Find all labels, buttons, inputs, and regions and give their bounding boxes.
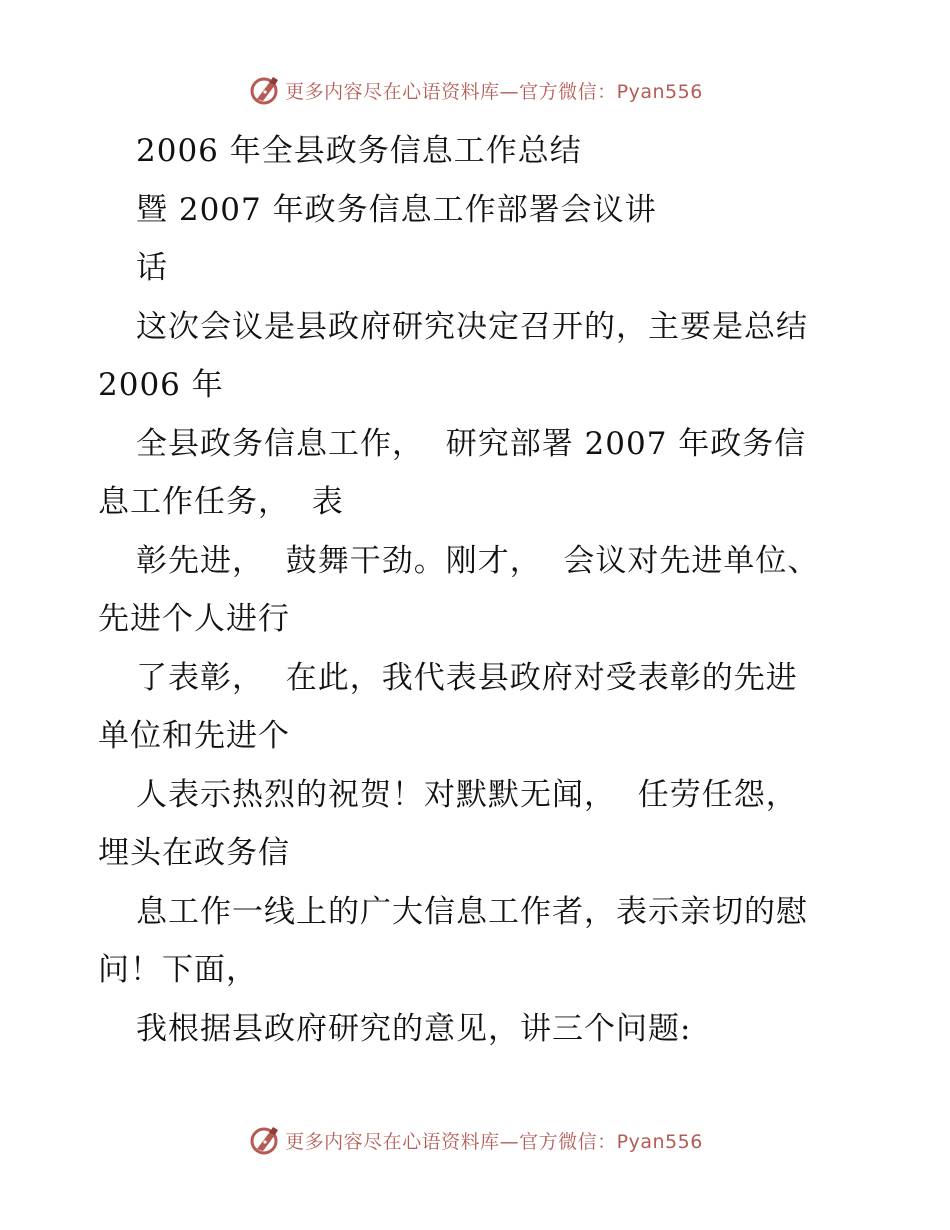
document-line: 2006 年全县政务信息工作总结 <box>136 133 582 169</box>
document-line: 问！下面， <box>98 952 258 988</box>
document-line: 息工作任务， 表 <box>98 484 344 520</box>
document-line: 这次会议是县政府研究决定召开的，主要是总结 <box>136 308 808 345</box>
footer-banner-text: 更多内容尽在心语资料库—官方微信：Pyan556 <box>285 1130 703 1153</box>
pen-nib-logo-icon <box>247 73 281 107</box>
footer-banner <box>0 1120 950 1160</box>
document-line: 单位和先进个 <box>98 718 290 754</box>
document-line: 全县政务信息工作， 研究部署 2007 年政务信 <box>136 425 807 462</box>
document-line: 彰先进， 鼓舞干劲。刚才， 会议对先进单位、 <box>136 542 820 579</box>
document-line: 话 <box>136 250 168 286</box>
document-line: 暨 2007 年政务信息工作部署会议讲 <box>136 191 657 228</box>
document-line: 人表示热烈的祝贺！对默默无闻， 任劳任怨， <box>136 776 798 813</box>
document-line: 先进个人进行 <box>98 601 290 637</box>
document-line: 了表彰， 在此，我代表县政府对受表彰的先进 <box>136 659 798 696</box>
document-line: 2006 年 <box>98 367 224 403</box>
pen-nib-logo-icon <box>247 1123 281 1157</box>
header-banner <box>0 70 950 110</box>
header-banner-text: 更多内容尽在心语资料库—官方微信：Pyan556 <box>285 80 703 103</box>
document-line: 埋头在政务信 <box>98 835 290 871</box>
document-body <box>98 122 858 1058</box>
document-line: 我根据县政府研究的意见，讲三个问题: <box>136 1010 692 1047</box>
document-line: 息工作一线上的广大信息工作者，表示亲切的慰 <box>136 893 808 930</box>
